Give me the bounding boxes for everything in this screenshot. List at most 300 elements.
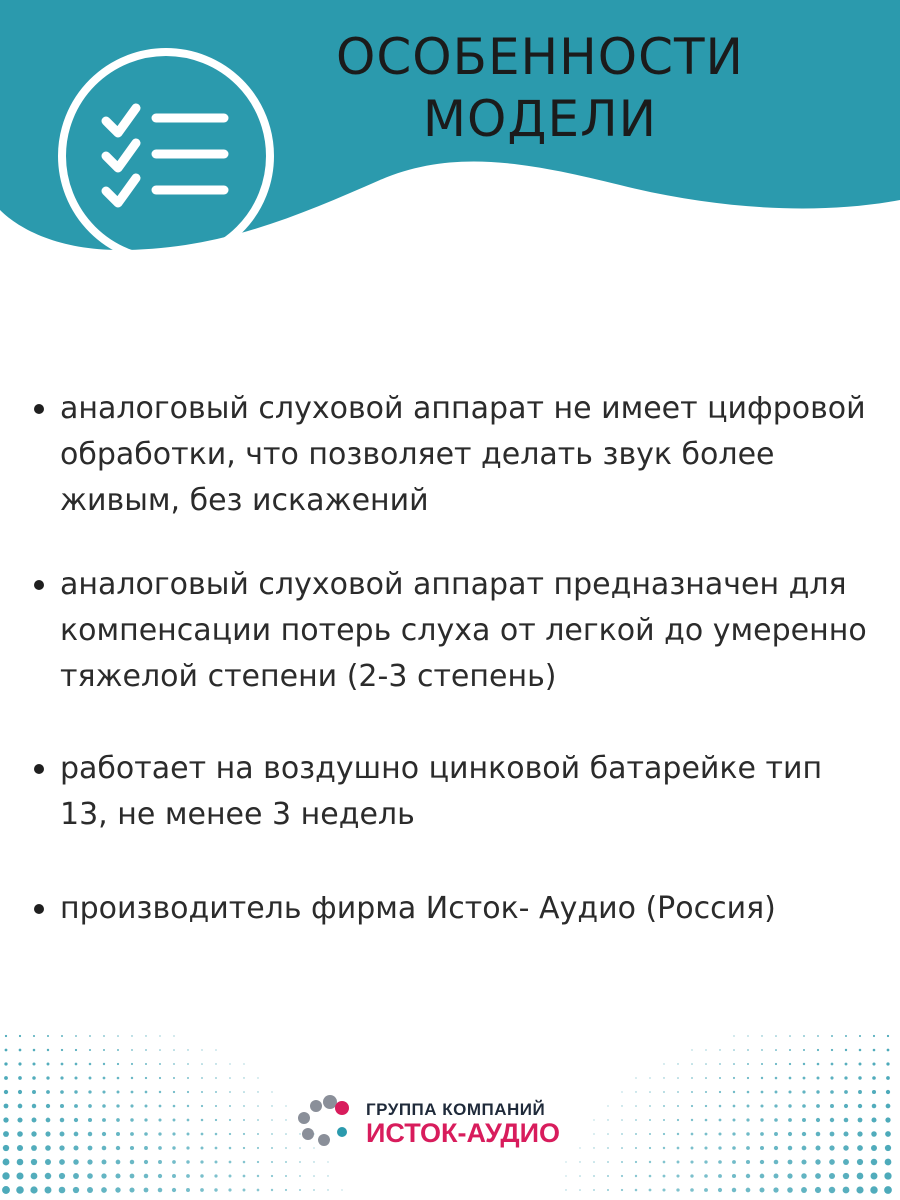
- halftone-dot: [102, 1118, 106, 1122]
- halftone-dot: [691, 1133, 694, 1136]
- halftone-dot: [747, 1077, 749, 1079]
- halftone-dot: [257, 1105, 259, 1107]
- halftone-dot: [789, 1035, 791, 1037]
- feature-text: работает на воздушно цинковой батарейке тип 13, не менее 3 недель: [60, 751, 823, 832]
- halftone-dot: [635, 1175, 637, 1177]
- halftone-dot: [746, 1118, 749, 1121]
- halftone-dot: [635, 1119, 637, 1121]
- halftone-dot: [635, 1105, 637, 1107]
- halftone-dot: [887, 1035, 889, 1037]
- halftone-dot: [229, 1133, 231, 1135]
- halftone-dot: [649, 1105, 651, 1107]
- halftone-dot: [829, 1173, 835, 1179]
- halftone-dot: [844, 1104, 848, 1108]
- halftone-dot: [313, 1161, 314, 1162]
- halftone-dot: [158, 1174, 162, 1178]
- feature-item: [28, 562, 878, 700]
- halftone-dot: [31, 1173, 38, 1180]
- halftone-dot: [663, 1161, 666, 1164]
- halftone-dot: [829, 1145, 834, 1150]
- halftone-dot: [705, 1063, 707, 1065]
- halftone-dot: [816, 1104, 820, 1108]
- halftone-dot: [844, 1076, 847, 1079]
- halftone-dot: [61, 1049, 63, 1051]
- halftone-dot: [229, 1161, 232, 1164]
- halftone-dot: [787, 1187, 793, 1193]
- halftone-dot: [103, 1035, 105, 1037]
- halftone-dot: [243, 1175, 246, 1178]
- halftone-dot: [843, 1187, 850, 1194]
- halftone-dot: [760, 1104, 763, 1107]
- halftone-dot: [775, 1063, 777, 1065]
- halftone-dot: [579, 1161, 580, 1162]
- halftone-dot: [718, 1174, 722, 1178]
- halftone-dot: [802, 1090, 805, 1093]
- feature-text: аналоговый слуховой аппарат не имеет цифровой обработки, что позволяет делать звук более живым, без искажений: [60, 391, 866, 518]
- halftone-dot: [4, 1076, 8, 1080]
- halftone-dot: [830, 1104, 834, 1108]
- halftone-dot: [873, 1049, 876, 1052]
- checklist-icon: [56, 46, 276, 266]
- halftone-dot: [101, 1173, 106, 1178]
- halftone-dot: [186, 1174, 190, 1178]
- halftone-dot: [801, 1159, 806, 1164]
- halftone-dot: [858, 1118, 863, 1123]
- halftone-dot: [886, 1090, 890, 1094]
- halftone-dot: [719, 1119, 722, 1122]
- halftone-dot: [131, 1077, 133, 1079]
- halftone-dot: [144, 1188, 149, 1193]
- halftone-dot: [73, 1145, 78, 1150]
- halftone-dot: [830, 1118, 834, 1122]
- halftone-dot: [593, 1161, 595, 1163]
- halftone-dot: [201, 1063, 203, 1065]
- halftone-dot: [663, 1105, 665, 1107]
- halftone-dot: [102, 1104, 106, 1108]
- halftone-dot: [677, 1077, 679, 1079]
- halftone-dot: [816, 1146, 821, 1151]
- halftone-dot: [145, 1035, 146, 1036]
- halftone-dot: [871, 1173, 878, 1180]
- halftone-dot: [187, 1133, 190, 1136]
- halftone-dot: [803, 1063, 805, 1065]
- halftone-dot: [775, 1035, 777, 1037]
- halftone-dot: [789, 1063, 791, 1065]
- logo-dots-icon: [294, 1094, 356, 1152]
- halftone-dot: [47, 1035, 49, 1037]
- halftone-dot: [17, 1159, 24, 1166]
- halftone-dot: [884, 1186, 892, 1194]
- halftone-dot: [257, 1189, 260, 1192]
- halftone-dot: [131, 1035, 132, 1036]
- halftone-dot: [17, 1117, 22, 1122]
- halftone-dot: [75, 1063, 78, 1066]
- halftone-dot: [243, 1133, 245, 1135]
- halftone-dot: [74, 1104, 78, 1108]
- halftone-dot: [803, 1035, 805, 1037]
- halftone-dot: [45, 1173, 51, 1179]
- halftone-dot: [159, 1077, 161, 1079]
- halftone-dot: [172, 1188, 176, 1192]
- halftone-dot: [341, 1189, 342, 1190]
- halftone-dot: [313, 1175, 315, 1177]
- halftone-dot: [663, 1091, 665, 1093]
- halftone-dot: [788, 1146, 793, 1151]
- halftone-dot: [158, 1132, 161, 1135]
- halftone-dot: [621, 1147, 623, 1149]
- halftone-dot: [775, 1077, 778, 1080]
- halftone-dot: [565, 1161, 566, 1162]
- halftone-dot: [327, 1161, 328, 1162]
- halftone-dot: [579, 1175, 581, 1177]
- halftone-dot: [145, 1063, 147, 1065]
- halftone-dot: [857, 1159, 863, 1165]
- halftone-dot: [215, 1147, 218, 1150]
- halftone-dot: [243, 1189, 246, 1192]
- halftone-dot: [117, 1035, 119, 1037]
- halftone-dot: [843, 1131, 848, 1136]
- halftone-dot: [60, 1076, 63, 1079]
- halftone-dot: [75, 1035, 77, 1037]
- halftone-dot: [102, 1160, 107, 1165]
- halftone-dot: [719, 1105, 722, 1108]
- halftone-dot: [733, 1063, 735, 1065]
- halftone-dot: [746, 1160, 750, 1164]
- halftone-dot: [859, 1035, 861, 1037]
- halftone-dot: [145, 1091, 148, 1094]
- halftone-dot: [215, 1133, 218, 1136]
- halftone-dot: [3, 1131, 9, 1137]
- halftone-dot: [830, 1076, 833, 1079]
- halftone-dot: [691, 1105, 693, 1107]
- halftone-dot: [857, 1145, 863, 1151]
- halftone-dot: [788, 1132, 792, 1136]
- halftone-dot: [663, 1119, 665, 1121]
- halftone-dot: [774, 1104, 777, 1107]
- halftone-dot: [857, 1131, 862, 1136]
- halftone-dot: [31, 1159, 37, 1165]
- halftone-dot: [871, 1117, 876, 1122]
- halftone-dot: [271, 1175, 273, 1177]
- halftone-dot: [760, 1118, 763, 1121]
- halftone-dot: [760, 1132, 764, 1136]
- halftone-dot: [73, 1159, 79, 1165]
- halftone-dot: [872, 1076, 876, 1080]
- halftone-dot: [116, 1132, 120, 1136]
- halftone-dot: [257, 1147, 259, 1149]
- halftone-dot: [802, 1118, 806, 1122]
- halftone-dot: [845, 1063, 848, 1066]
- halftone-dot: [871, 1145, 877, 1151]
- halftone-dot: [59, 1145, 64, 1150]
- halftone-dot: [186, 1188, 190, 1192]
- halftone-dot: [215, 1119, 217, 1121]
- halftone-dot: [677, 1119, 679, 1121]
- halftone-dot: [871, 1131, 877, 1137]
- halftone-dot: [243, 1063, 244, 1064]
- halftone-dot: [801, 1187, 807, 1193]
- halftone-dot: [271, 1119, 273, 1121]
- logo-line-2: ИСТОК-АУДИО: [366, 1118, 561, 1148]
- halftone-dot: [130, 1118, 133, 1121]
- halftone-dot: [115, 1187, 120, 1192]
- halftone-dot: [691, 1091, 693, 1093]
- halftone-dot: [816, 1132, 821, 1137]
- halftone-dot: [775, 1091, 778, 1094]
- halftone-dot: [186, 1146, 189, 1149]
- halftone-dot: [243, 1091, 245, 1093]
- halftone-dot: [676, 1188, 679, 1191]
- halftone-dot: [18, 1104, 23, 1109]
- halftone-dot: [17, 1145, 23, 1151]
- halftone-dot: [802, 1146, 807, 1151]
- halftone-dot: [130, 1146, 134, 1150]
- halftone-dot: [856, 1186, 863, 1193]
- halftone-dot: [621, 1189, 623, 1191]
- halftone-dot: [747, 1035, 748, 1036]
- halftone-dot: [19, 1035, 21, 1037]
- halftone-dot: [887, 1049, 890, 1052]
- halftone-dot: [285, 1175, 287, 1177]
- halftone-dot: [145, 1049, 147, 1051]
- halftone-dot: [663, 1063, 664, 1064]
- halftone-dot: [32, 1062, 35, 1065]
- halftone-dot: [705, 1105, 707, 1107]
- halftone-dot: [690, 1188, 694, 1192]
- halftone-dot: [131, 1063, 133, 1065]
- halftone-dot: [158, 1188, 163, 1193]
- halftone-dot: [635, 1147, 637, 1149]
- halftone-dot: [215, 1161, 218, 1164]
- halftone-dot: [172, 1160, 176, 1164]
- halftone-dot: [257, 1175, 259, 1177]
- halftone-dot: [635, 1161, 637, 1163]
- halftone-dot: [788, 1160, 793, 1165]
- halftone-dot: [116, 1146, 120, 1150]
- halftone-dot: [788, 1090, 791, 1093]
- halftone-dot: [101, 1187, 107, 1193]
- halftone-dot: [16, 1186, 24, 1194]
- halftone-dot: [60, 1090, 64, 1094]
- halftone-dot: [621, 1161, 623, 1163]
- halftone-dot: [187, 1119, 190, 1122]
- halftone-dot: [733, 1105, 736, 1108]
- halftone-dot: [285, 1147, 287, 1149]
- halftone-dot: [733, 1049, 735, 1051]
- halftone-dot: [31, 1145, 37, 1151]
- halftone-dot: [103, 1077, 106, 1080]
- halftone-dot: [705, 1091, 707, 1093]
- halftone-dot: [187, 1049, 188, 1050]
- title-line-1: ОСОБЕННОСТИ: [336, 28, 744, 86]
- halftone-dot: [159, 1091, 161, 1093]
- bullet-icon: [34, 580, 44, 590]
- halftone-dot: [747, 1091, 750, 1094]
- halftone-dot: [705, 1077, 707, 1079]
- halftone-dot: [87, 1159, 92, 1164]
- halftone-dot: [3, 1117, 8, 1122]
- halftone-dot: [45, 1159, 51, 1165]
- halftone-dot: [815, 1173, 821, 1179]
- halftone-dot: [299, 1175, 301, 1177]
- halftone-dot: [719, 1091, 721, 1093]
- halftone-dot: [663, 1175, 666, 1178]
- halftone-dot: [130, 1132, 134, 1136]
- halftone-dot: [214, 1174, 217, 1177]
- halftone-dot: [116, 1118, 120, 1122]
- halftone-dot: [789, 1049, 791, 1051]
- halftone-dot: [18, 1090, 22, 1094]
- halftone-dot: [858, 1104, 862, 1108]
- halftone-dot: [857, 1173, 864, 1180]
- halftone-dot: [746, 1174, 750, 1178]
- halftone-dot: [607, 1147, 609, 1149]
- halftone-dot: [829, 1159, 835, 1165]
- halftone-dot: [285, 1133, 287, 1135]
- halftone-dot: [859, 1063, 862, 1066]
- halftone-dot: [229, 1091, 231, 1093]
- halftone-dot: [115, 1173, 120, 1178]
- halftone-dot: [760, 1146, 764, 1150]
- halftone-dot: [215, 1091, 217, 1093]
- halftone-dot: [718, 1146, 721, 1149]
- halftone-dot: [173, 1077, 175, 1079]
- halftone-dot: [691, 1147, 694, 1150]
- halftone-dot: [4, 1062, 7, 1065]
- halftone-dot: [285, 1189, 287, 1191]
- halftone-dot: [774, 1146, 778, 1150]
- halftone-dot: [144, 1174, 149, 1179]
- halftone-dot: [635, 1133, 637, 1135]
- halftone-dot: [621, 1175, 623, 1177]
- halftone-dot: [704, 1174, 708, 1178]
- halftone-dot: [691, 1049, 692, 1050]
- halftone-dot: [74, 1118, 78, 1122]
- halftone-dot: [593, 1189, 595, 1191]
- halftone-dot: [3, 1159, 10, 1166]
- halftone-dot: [172, 1132, 175, 1135]
- halftone-dot: [774, 1160, 779, 1165]
- halftone-dot: [201, 1147, 204, 1150]
- halftone-dot: [88, 1118, 92, 1122]
- halftone-dot: [719, 1077, 721, 1079]
- halftone-dot: [88, 1146, 93, 1151]
- halftone-dot: [257, 1133, 259, 1135]
- halftone-dot: [229, 1119, 231, 1121]
- halftone-dot: [214, 1188, 217, 1191]
- halftone-dot: [59, 1173, 65, 1179]
- halftone-dot: [719, 1063, 721, 1065]
- halftone-dot: [649, 1147, 651, 1149]
- halftone-dot: [858, 1076, 861, 1079]
- halftone-dot: [215, 1077, 217, 1079]
- halftone-dot: [243, 1119, 245, 1121]
- halftone-dot: [733, 1077, 735, 1079]
- halftone-dot: [815, 1187, 821, 1193]
- halftone-dot: [200, 1160, 203, 1163]
- halftone-dot: [102, 1146, 107, 1151]
- halftone-dot: [704, 1146, 707, 1149]
- halftone-dot: [761, 1077, 763, 1079]
- halftone-dot: [285, 1119, 286, 1120]
- halftone-dot: [73, 1187, 79, 1193]
- company-logo: [294, 1094, 594, 1154]
- halftone-dot: [74, 1076, 77, 1079]
- halftone-dot: [705, 1049, 706, 1050]
- halftone-dot: [829, 1187, 835, 1193]
- halftone-dot: [817, 1035, 819, 1037]
- halftone-dot: [173, 1035, 174, 1036]
- halftone-dot: [271, 1105, 272, 1106]
- halftone-dot: [830, 1132, 835, 1137]
- halftone-dot: [145, 1105, 148, 1108]
- bullet-icon: [34, 404, 44, 414]
- halftone-dot: [607, 1105, 608, 1106]
- halftone-dot: [229, 1175, 232, 1178]
- halftone-dot: [60, 1118, 64, 1122]
- halftone-dot: [663, 1077, 664, 1078]
- halftone-dot: [817, 1063, 820, 1066]
- halftone-dot: [815, 1159, 820, 1164]
- halftone-dot: [89, 1077, 92, 1080]
- halftone-dot: [663, 1147, 665, 1149]
- halftone-dot: [173, 1119, 176, 1122]
- feature-item: [28, 886, 878, 932]
- halftone-dot: [59, 1187, 66, 1194]
- halftone-dot: [45, 1131, 50, 1136]
- halftone-dot: [4, 1104, 9, 1109]
- halftone-dot: [885, 1159, 892, 1166]
- halftone-dot: [843, 1173, 849, 1179]
- halftone-dot: [299, 1189, 301, 1191]
- halftone-dot: [773, 1187, 778, 1192]
- halftone-dot: [858, 1090, 862, 1094]
- halftone-dot: [817, 1049, 819, 1051]
- halftone-dot: [172, 1174, 176, 1178]
- halftone-dot: [817, 1077, 820, 1080]
- halftone-dot: [201, 1091, 203, 1093]
- halftone-dot: [46, 1104, 50, 1108]
- halftone-dot: [635, 1189, 638, 1192]
- halftone-dot: [621, 1133, 623, 1135]
- halftone-dot: [173, 1049, 175, 1051]
- halftone-dot: [787, 1173, 792, 1178]
- halftone-dot: [228, 1188, 231, 1191]
- halftone-dot: [677, 1105, 679, 1107]
- halftone-dot: [845, 1035, 847, 1037]
- halftone-dot: [677, 1161, 680, 1164]
- halftone-dot: [187, 1077, 189, 1079]
- halftone-dot: [761, 1091, 764, 1094]
- halftone-dot: [88, 1132, 92, 1136]
- halftone-dot: [103, 1049, 105, 1051]
- halftone-dot: [565, 1175, 566, 1176]
- halftone-dot: [117, 1091, 120, 1094]
- halftone-dot: [746, 1146, 750, 1150]
- halftone-dot: [2, 1172, 9, 1179]
- halftone-dot: [201, 1077, 203, 1079]
- halftone-dot: [621, 1119, 623, 1121]
- halftone-dot: [844, 1090, 848, 1094]
- halftone-dot: [159, 1035, 160, 1036]
- halftone-dot: [74, 1090, 77, 1093]
- halftone-dot: [200, 1188, 204, 1192]
- halftone-dot: [705, 1119, 708, 1122]
- halftone-dot: [774, 1118, 778, 1122]
- halftone-dot: [271, 1133, 273, 1135]
- halftone-dot: [131, 1091, 134, 1094]
- halftone-dot: [73, 1173, 79, 1179]
